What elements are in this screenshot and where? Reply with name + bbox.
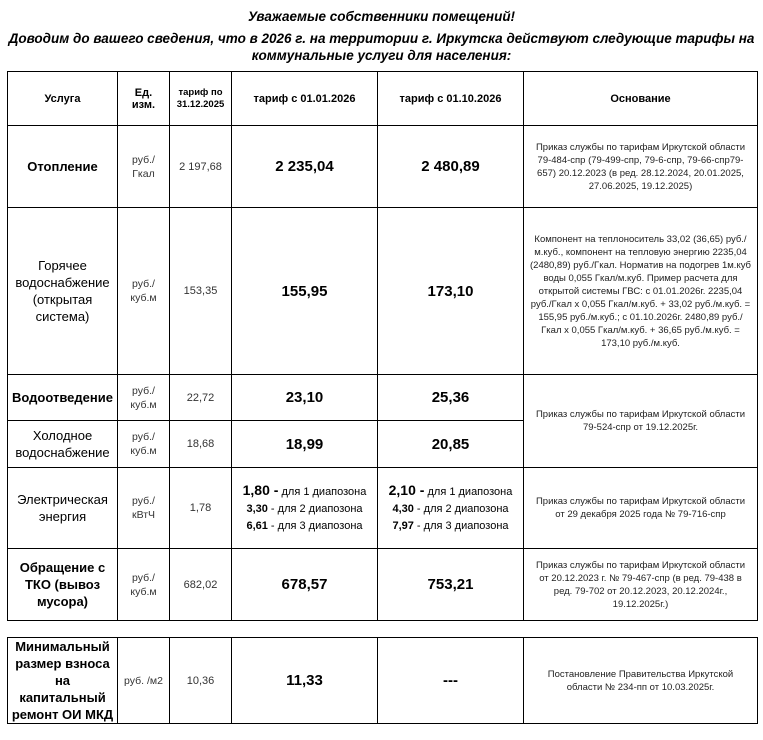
basis-cell: Приказ службы по тарифам Иркутской области от 20.12.2023 г. № 79-467-спр (в ред. 79-438 в ред. 79-702 от 20.12.2023, 20.12.2024г., 19.12.2025г.): [524, 549, 758, 621]
basis-cell: Приказ службы по тарифам Иркутской области 79-484-спр (79-499-спр, 79-6-спр, 79-66-спр79-657) 20.12.2023 (в ред. 28.12.2024, 20.01.2025, 27.06.2025, 19.12.2025): [524, 126, 758, 208]
range-text: - для 3 диапозона: [413, 519, 509, 532]
unit-line1: руб./: [132, 495, 155, 507]
tariff-jan: 155,95: [232, 208, 378, 375]
unit-cell: [118, 549, 170, 621]
table-row-waste: [8, 549, 758, 621]
table-row-hot-water: [8, 208, 758, 375]
capital-repair-table: [7, 637, 758, 724]
unit-line1: руб./: [132, 278, 155, 290]
range-text: - для 2 диапозона: [267, 502, 363, 515]
unit-line2: Гкал: [132, 167, 155, 180]
tariff-jan-ranges: [232, 468, 378, 549]
unit-cell: руб. /м2: [118, 638, 170, 724]
service-name: [8, 208, 118, 375]
tariff-jan: 18,99: [232, 421, 378, 468]
column-header-unit-line2: изм.: [131, 98, 156, 111]
service-name-line1: Электрическая: [17, 492, 108, 507]
notice-intro: [0, 30, 763, 64]
service-name-line2: ТКО (вывоз: [24, 577, 101, 592]
service-name: [8, 638, 118, 724]
table-row-heating: [8, 126, 758, 208]
table-header-row: [8, 72, 758, 126]
service-name-line3: (открытая: [32, 292, 93, 307]
service-name: [8, 549, 118, 621]
service-name-line1: Обращение с: [19, 560, 106, 575]
unit-line1: руб./: [132, 431, 155, 443]
unit-cell: [118, 208, 170, 375]
range-line-2: [381, 501, 520, 518]
tariff-old: 153,35: [170, 208, 232, 375]
service-name: [8, 468, 118, 549]
range-value: 1,80 -: [242, 481, 279, 498]
unit-cell: [118, 468, 170, 549]
range-text: для 1 диапозона: [278, 485, 367, 498]
notice-greeting: Уважаемые собственники помещений!: [247, 9, 516, 24]
unit-cell: [118, 421, 170, 468]
unit-line2: куб.м: [130, 585, 157, 598]
tariff-oct: 20,85: [378, 421, 524, 468]
tariff-jan: 23,10: [232, 375, 378, 421]
tariff-old: 18,68: [170, 421, 232, 468]
service-name-line2: размер взноса: [15, 656, 110, 671]
unit-cell: [118, 126, 170, 208]
tariff-table: [7, 71, 758, 621]
range-text: - для 2 диапозона: [413, 502, 509, 515]
range-line-2: [235, 501, 374, 518]
column-header-unit-line1: Ед.: [134, 86, 153, 99]
range-value: 7,97: [392, 519, 414, 532]
column-header-service: Услуга: [8, 72, 118, 126]
unit-line2: кВтЧ: [131, 509, 156, 521]
tariff-oct: 25,36: [378, 375, 524, 421]
table-row-sewerage: [8, 375, 758, 421]
column-header-tariff-old-line1: тариф по: [178, 86, 223, 98]
tariff-oct: ---: [378, 638, 524, 724]
basis-cell-water: Приказ службы по тарифам Иркутской области 79-524-спр от 19.12.2025г.: [524, 375, 758, 468]
unit-line1: руб./: [132, 571, 155, 584]
service-name-line4: ремонт ОИ МКД: [11, 707, 114, 722]
tariff-oct: 2 480,89: [378, 126, 524, 208]
service-name-line3: на капитальный: [19, 673, 106, 705]
range-line-3: [381, 518, 520, 535]
tariff-jan: 678,57: [232, 549, 378, 621]
tariff-old: 2 197,68: [170, 126, 232, 208]
notice-intro-line1: Доводим до вашего сведения, что в 2026 г. на территории г. Иркутска действуют следующие тарифы на: [8, 31, 755, 46]
tariff-jan: 11,33: [232, 638, 378, 724]
notice-intro-line2: коммунальные услуги для населения:: [251, 48, 512, 63]
unit-line2: куб.м: [130, 445, 157, 457]
service-name-line4: система): [35, 309, 90, 324]
service-name: Отопление: [8, 126, 118, 208]
column-header-tariff-jan: тариф с 01.01.2026: [232, 72, 378, 126]
tariff-old: 22,72: [170, 375, 232, 421]
service-name-line3: мусора): [36, 594, 89, 609]
column-header-tariff-oct: тариф с 01.10.2026: [378, 72, 524, 126]
range-line-1: [381, 482, 520, 501]
service-name-line1: Холодное: [32, 428, 93, 443]
column-header-unit: [118, 72, 170, 126]
table-row-capital-repair: [8, 638, 758, 724]
range-line-1: [235, 482, 374, 501]
range-text: для 1 диапозона: [424, 485, 513, 498]
range-value: 4,30: [392, 502, 414, 515]
tariff-old: 10,36: [170, 638, 232, 724]
service-name-line1: Горячее: [38, 258, 87, 273]
tariff-old: 682,02: [170, 549, 232, 621]
tariff-jan: 2 235,04: [232, 126, 378, 208]
tariff-oct: 173,10: [378, 208, 524, 375]
unit-line1: руб./: [132, 384, 155, 397]
column-header-basis: Основание: [524, 72, 758, 126]
range-line-3: [235, 518, 374, 535]
basis-cell: Приказ службы по тарифам Иркутской области от 29 декабря 2025 года № 79-716-спр: [524, 468, 758, 549]
basis-cell: Постановление Правительства Иркутской области № 234-пп от 10.03.2025г.: [524, 638, 758, 724]
column-header-tariff-old: [170, 72, 232, 126]
service-name-line2: водоснабжение: [15, 275, 110, 290]
service-name: [8, 421, 118, 468]
column-header-tariff-old-line2: 31.12.2025: [176, 98, 225, 110]
range-value: 6,61: [246, 519, 268, 532]
unit-line1: руб./: [132, 153, 155, 166]
service-name: Водоотведение: [8, 375, 118, 421]
tariff-old: 1,78: [170, 468, 232, 549]
service-name-line2: водоснабжение: [15, 445, 110, 460]
table-row-electricity: [8, 468, 758, 549]
unit-line2: куб.м: [130, 292, 157, 304]
range-text: - для 3 диапозона: [267, 519, 363, 532]
range-value: 2,10 -: [388, 481, 425, 498]
unit-cell: [118, 375, 170, 421]
basis-cell: Компонент на теплоноситель 33,02 (36,65) руб./м.куб., компонент на тепловую энергию 2235,04 (2480,89) руб./Гкал. Норматив на подогрев 1м.куб воды 0,055 Гкал/м.куб. Пример расчета для открытой системы ГВС: с 01.01.2026г. 2235,04 руб./Гкал х 0,055 Гкал/м.куб. + 33,02 руб./м.куб. = 155,95 руб./м.куб.; с 01.10.2026г. 2480,89 руб./Гкал х 0,055 Гкал/м.куб. + 36,65 руб./м.куб. = 173,10 руб./м.куб.: [524, 208, 758, 375]
range-value: 3,30: [246, 502, 268, 515]
service-name-line1: Минимальный: [15, 639, 110, 654]
service-name-line2: энергия: [38, 509, 87, 524]
tariff-oct-ranges: [378, 468, 524, 549]
tariff-oct: 753,21: [378, 549, 524, 621]
unit-line2: куб.м: [130, 398, 157, 411]
